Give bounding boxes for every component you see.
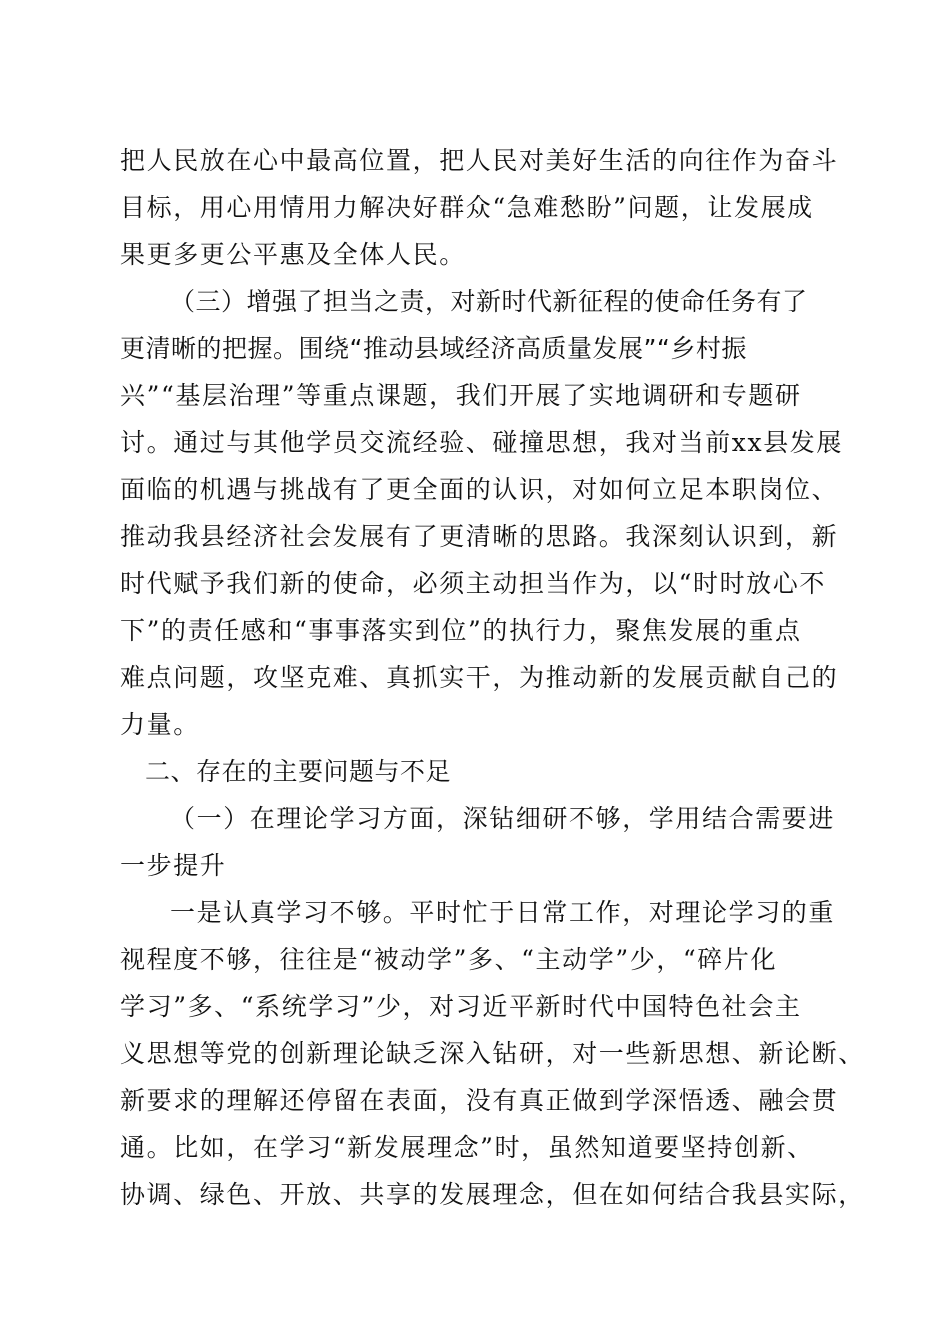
body-line: 下”的责任感和“事事落实到位”的执行力，聚焦发展的重点: [120, 616, 802, 645]
body-line: 兴”“基层治理”等重点课题，我们开展了实地调研和专题研: [120, 381, 802, 410]
body-line: 学习”多、“系统学习”少，对习近平新时代中国特色社会主: [120, 992, 802, 1021]
body-line: 力量。: [120, 710, 200, 739]
body-line: 视程度不够，往往是“被动学”多、“主动学”少，“碎片化: [120, 945, 778, 974]
body-line: 推动我县经济社会发展有了更清晰的思路。我深刻认识到，新: [120, 522, 839, 551]
body-line: 果更多更公平惠及全体人民。: [120, 240, 466, 269]
body-line: 一是认真学习不够。平时忙于日常工作，对理论学习的重: [170, 898, 836, 927]
body-line: 讨。通过与其他学员交流经验、碰撞思想，我对当前xx县发展: [120, 428, 844, 457]
subsection-heading-3: （三）增强了担当之责，对新时代新征程的使命任务有了: [170, 287, 808, 316]
body-line: 通。比如，在学习“新发展理念”时，虽然知道要坚持创新、: [120, 1133, 814, 1162]
body-line: 新要求的理解还停留在表面，没有真正做到学深悟透、融会贯: [120, 1086, 839, 1115]
body-line: 时代赋予我们新的使命，必须主动担当作为，以“时时放心不: [120, 569, 826, 598]
section-heading-2: 二、存在的主要问题与不足: [145, 757, 452, 786]
body-line: 义思想等党的创新理论缺乏深入钻研，对一些新思想、新论断、: [120, 1039, 865, 1068]
subsection-heading-1: （一）在理论学习方面，深钻细研不够，学用结合需要进: [170, 804, 836, 833]
subsection-heading-3-cont: 更清晰的把握。围绕“推动县域经济高质量发展”“乡村振: [120, 334, 747, 363]
body-line: 面临的机遇与挑战有了更全面的认识，对如何立足本职岗位、: [120, 475, 839, 504]
body-line: 难点问题，攻坚克难、真抓实干，为推动新的发展贡献自己的: [120, 663, 839, 692]
body-line: 目标，用心用情用力解决好群众“急难愁盼”问题，让发展成: [120, 193, 814, 222]
body-line: 协调、绿色、开放、共享的发展理念，但在如何结合我县实际，: [120, 1180, 865, 1209]
body-line: 把人民放在心中最高位置，把人民对美好生活的向往作为奋斗: [120, 146, 839, 175]
subsection-heading-1-cont: 一步提升: [120, 851, 227, 880]
